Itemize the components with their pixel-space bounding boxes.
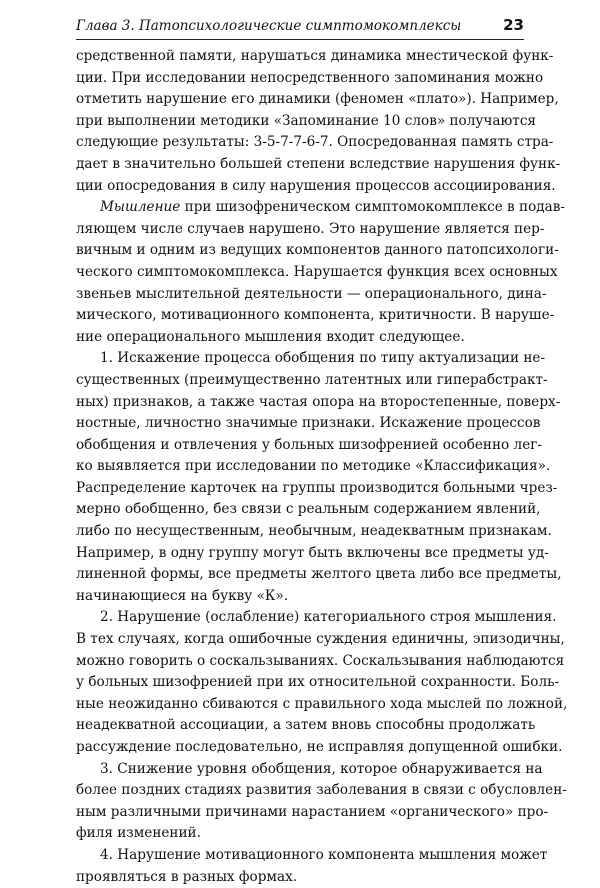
text-line: 1. Искажение процесса обобщения по типу актуализации не- [100, 350, 546, 367]
text-line: 3. Снижение уровня обобщения, которое обнаруживается на [100, 760, 543, 777]
text-line: начинающиеся на букву «К». [76, 587, 289, 604]
text-line: 4. Нарушение мотивационного компонента мышления может [100, 846, 548, 863]
text-line: ческого симптомокомплекса. Нарушается функция всех основных [76, 263, 558, 280]
text-line: проявляться в разных формах. [76, 868, 298, 885]
text-line: рассуждение последовательно, не исправляя допущенной ошибки. [76, 739, 563, 755]
text-line: ние операционального мышления входит следующее. [76, 328, 465, 345]
running-head: Глава 3. Патопсихологические симптомокомплексы [76, 18, 462, 34]
header-rule [76, 39, 524, 40]
text-line: Распределение карточек на группы производится больными чрез- [76, 479, 558, 496]
text-line: либо по несущественным, необычным, неадекватным признакам. [76, 523, 552, 540]
text-line: линенной формы, все предметы желтого цвета либо все предметы, [76, 566, 562, 583]
text-line: ции. При исследовании непосредственного запоминания можно [76, 69, 544, 86]
text-line: ных) признаков, а также частая опора на второстепенные, поверх- [76, 393, 561, 410]
text-line: Например, в одну группу могут быть включены все предметы уд- [76, 544, 549, 561]
text-line: мического, мотивационного компонента, критичности. В наруше- [76, 307, 555, 324]
text-line: более поздних стадиях развития заболевания в связи с обусловлен- [76, 782, 567, 799]
text-line: обобщения и отвлечения у больных шизофренией особенно лег- [76, 436, 542, 453]
emphasized-term: Мышление [100, 199, 181, 216]
text-line: Мышление при шизофреническом симптомокомплексе в подав- [100, 199, 565, 216]
text-line: вичным и одним из ведущих компонентов данного патопсихологи- [76, 242, 559, 259]
text-line: у больных шизофренией при их относительной сохранности. Боль- [76, 674, 560, 691]
text-line: можно говорить о соскальзываниях. Соскальзывания наблюдаются [76, 652, 565, 669]
paragraph [76, 348, 562, 607]
text-line: филя изменений. [76, 825, 201, 842]
text-line: ные неожиданно сбиваются с правильного хода мыслей по ложной, [76, 695, 568, 712]
text-line: ным различными причинами нарастанием «органического» про- [76, 803, 549, 820]
paragraph [76, 845, 548, 888]
body-text [76, 46, 568, 888]
text-line: звеньев мыслительной деятельности — операционального, дина- [76, 285, 547, 302]
page-number: 23 [503, 16, 524, 34]
text-line: ции опосредования в силу нарушения процессов ассоциирования. [76, 177, 556, 194]
text-line: отметить нарушение его динамики (феномен «плато»). Например, [76, 91, 559, 108]
text-line: средственной памяти, нарушаться динамика мнестической функ- [76, 48, 554, 64]
text-line: следующие результаты: 3-5-7-7-6-7. Опосредованная память стра- [76, 134, 554, 151]
text-line: мерно обобщенно, без связи с реальным содержанием явлений, [76, 501, 541, 518]
text-line: ностные, личностно значимые признаки. Искажение процессов [76, 415, 541, 432]
text-line: ляющем числе случаев нарушено. Это нарушение является пер- [76, 220, 545, 237]
text-line: неадекватной ассоциации, а затем вновь способны продолжать [76, 717, 536, 734]
paragraph [76, 759, 567, 845]
page-header [76, 14, 524, 42]
text-line: 2. Нарушение (ослабление) категориального строя мышления. [100, 609, 557, 626]
paragraph [76, 197, 565, 348]
text-line: дает в значительно большей степени вследствие нарушения функ- [76, 155, 561, 172]
paragraph [76, 46, 561, 197]
text-line: существенных (преимущественно латентных или гиперабстракт- [76, 371, 548, 388]
paragraph [76, 607, 568, 758]
text-line: В тех случаях, когда ошибочные суждения единичны, эпизодичны, [76, 631, 565, 648]
text-line: при выполнении методики «Запоминание 10 слов» получаются [76, 112, 537, 129]
text-line: ко выявляется при исследовании по методике «Классификация». [76, 458, 551, 475]
